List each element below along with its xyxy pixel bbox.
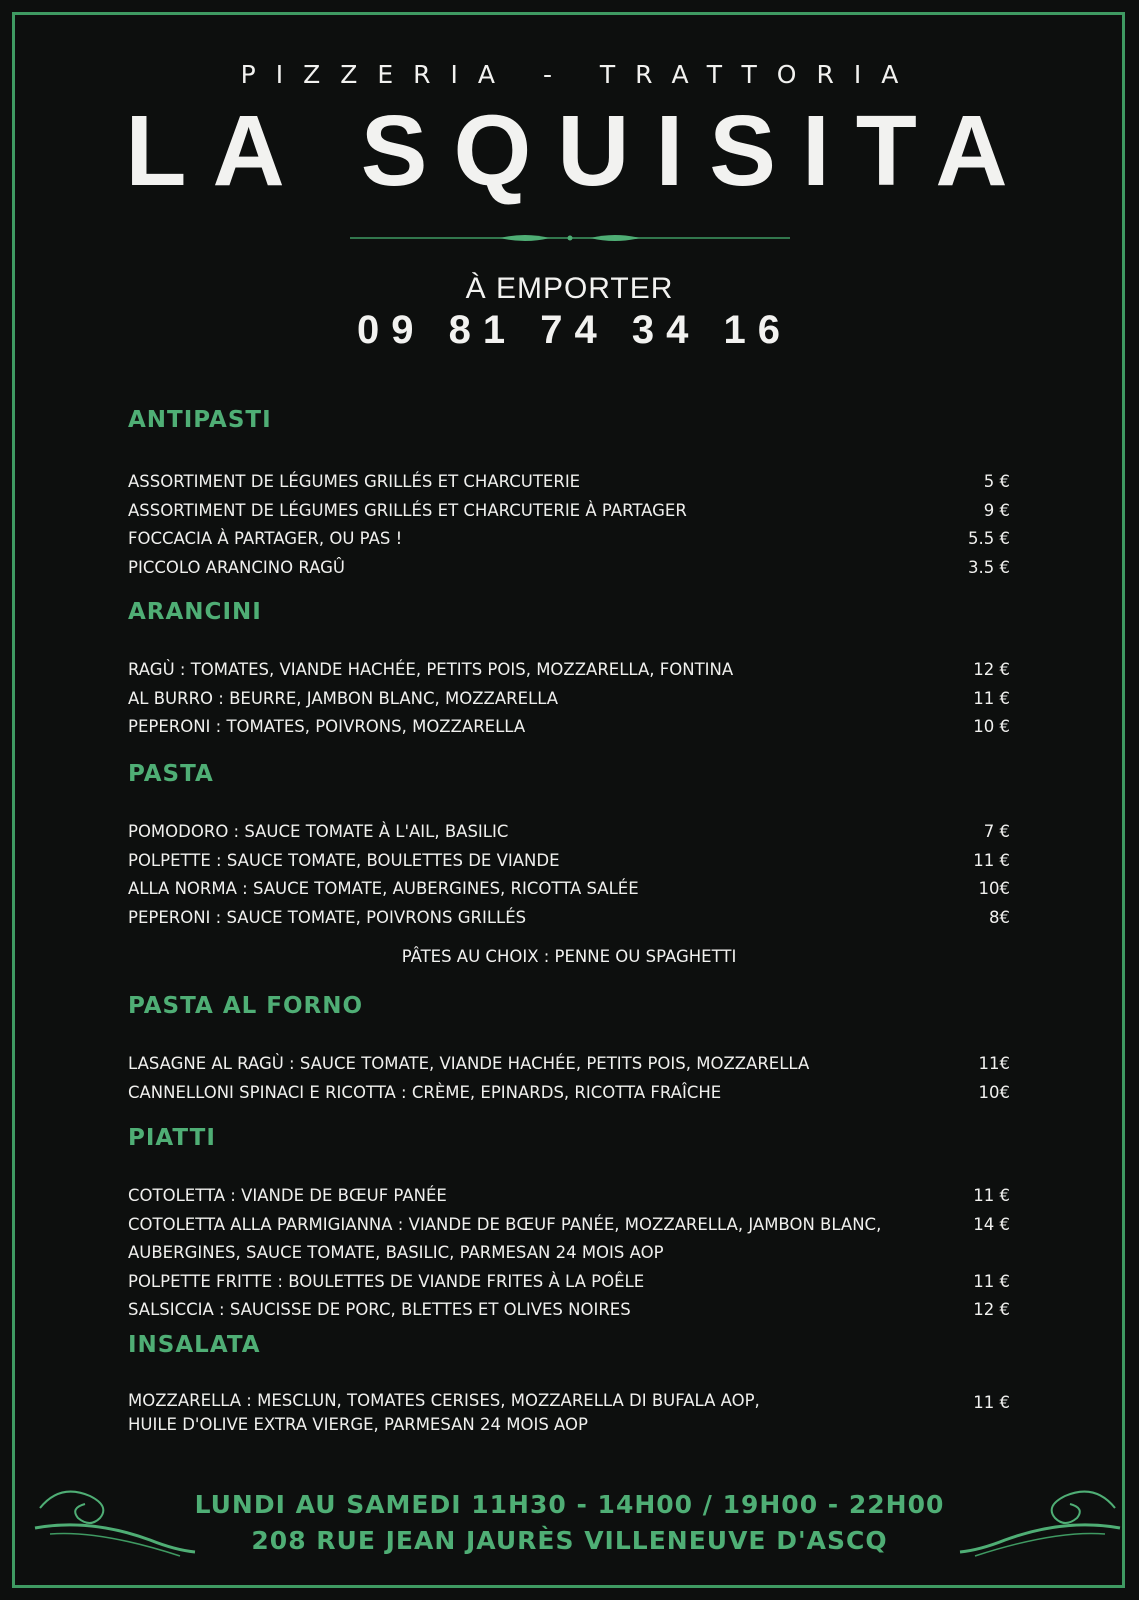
section-title: PASTA AL FORNO	[128, 993, 364, 1019]
item-price: 11 €	[973, 850, 1010, 870]
item-name: COTOLETTA ALLA PARMIGIANNA : VIANDE DE BŒUF PANÉE, MOZZARELLA, JAMBON BLANC, AUBERGINES, SAUCE TOMATE, BASILIC, PARMESAN 24 MOIS AOP	[128, 1214, 882, 1262]
item-price: 14 €	[973, 1214, 1010, 1234]
item-price: 9 €	[983, 500, 1010, 520]
restaurant-title: LA SQUISITA	[125, 95, 1034, 207]
item-price: 11 €	[973, 1271, 1010, 1291]
item-name: ALLA NORMA : SAUCE TOMATE, AUBERGINES, RICOTTA SALÉE	[128, 879, 639, 898]
menu-item	[128, 1268, 1010, 1297]
menu-item	[128, 1182, 1010, 1211]
opening-hours: LUNDI AU SAMEDI 11H30 - 14H00 / 19H00 - 22H00	[194, 1490, 945, 1519]
item-price: 5 €	[983, 472, 1010, 491]
item-name: POLPETTE : SAUCE TOMATE, BOULETTES DE VIANDE	[128, 850, 560, 870]
item-price: 11 €	[973, 1186, 1010, 1205]
item-price: 5.5 €	[968, 529, 1010, 548]
item-name: FOCCACIA À PARTAGER, OU PAS !	[128, 529, 403, 548]
takeaway-label: À EMPORTER	[465, 272, 674, 305]
menu-item	[128, 1296, 1010, 1325]
menu-item	[128, 525, 1010, 554]
menu-item	[128, 468, 1010, 497]
section-pasta	[128, 754, 1010, 972]
restaurant-subtitle: PIZZERIA - TRATTORIA	[240, 60, 919, 89]
section-title: ANTIPASTI	[128, 407, 272, 433]
section-arancini	[128, 592, 1010, 742]
menu-item	[128, 1211, 1010, 1268]
section-pasta-al-forno	[128, 986, 1010, 1107]
item-price: 11 €	[973, 688, 1010, 708]
item-name: PEPERONI : TOMATES, POIVRONS, MOZZARELLA	[128, 717, 526, 736]
item-name: MOZZARELLA : MESCLUN, TOMATES CERISES, MOZZARELLA DI BUFALA AOP, HUILE D'OLIVE EXTRA VIERGE, PARMESAN 24 MOIS AOP	[128, 1391, 760, 1434]
menu-item	[128, 904, 1010, 933]
section-title: ARANCINI	[128, 599, 262, 625]
section-piatti	[128, 1118, 1010, 1325]
item-price: 11 €	[973, 1393, 1010, 1412]
item-name: RAGÙ : TOMATES, VIANDE HACHÉE, PETITS POIS, MOZZARELLA, FONTINA	[128, 660, 734, 679]
address: 208 RUE JEAN JAURÈS VILLENEUVE D'ASCQ	[251, 1526, 888, 1555]
divider-ornament-icon	[350, 232, 790, 244]
section-title: INSALATA	[128, 1332, 261, 1358]
item-name: CANNELLONI SPINACI E RICOTTA : CRÈME, EPINARDS, RICOTTA FRAÎCHE	[128, 1082, 722, 1102]
item-name: POMODORO : SAUCE TOMATE À L'AIL, BASILIC	[128, 822, 509, 841]
menu-item	[128, 713, 1010, 742]
item-name: COTOLETTA : VIANDE DE BŒUF PANÉE	[128, 1186, 447, 1205]
menu-item	[128, 818, 1010, 847]
item-price: 12 €	[973, 660, 1010, 679]
item-name: POLPETTE FRITTE : BOULETTES DE VIANDE FRITES À LA POÊLE	[128, 1271, 645, 1291]
menu-item	[128, 1079, 1010, 1108]
menu-item	[128, 554, 1010, 583]
item-price: 11€	[978, 1054, 1010, 1073]
menu-item	[128, 685, 1010, 714]
item-name: LASAGNE AL RAGÙ : SAUCE TOMATE, VIANDE HACHÉE, PETITS POIS, MOZZARELLA	[128, 1054, 810, 1073]
item-price: 10 €	[973, 717, 1010, 736]
item-price: 10€	[978, 1082, 1010, 1102]
menu-item	[128, 875, 1010, 904]
menu-item	[128, 497, 1010, 526]
item-price: 12 €	[973, 1300, 1010, 1319]
section-insalata	[128, 1325, 1010, 1437]
item-price: 3.5 €	[968, 557, 1010, 577]
menu-item	[128, 1389, 1010, 1437]
section-antipasti	[128, 400, 1010, 582]
section-title: PASTA	[128, 761, 214, 787]
item-price: 7 €	[983, 822, 1010, 841]
pasta-choice-note: PÂTES AU CHOIX : PENNE OU SPAGHETTI	[401, 947, 737, 966]
item-name: PEPERONI : SAUCE TOMATE, POIVRONS GRILLÉS	[128, 907, 527, 927]
item-name: AL BURRO : BEURRE, JAMBON BLANC, MOZZARELLA	[128, 688, 559, 708]
menu-item	[128, 847, 1010, 876]
section-title: PIATTI	[128, 1125, 216, 1151]
menu-item	[128, 656, 1010, 685]
item-name: SALSICCIA : SAUCISSE DE PORC, BLETTES ET OLIVES NOIRES	[128, 1300, 631, 1319]
item-name: ASSORTIMENT DE LÉGUMES GRILLÉS ET CHARCUTERIE	[128, 472, 581, 491]
item-name: ASSORTIMENT DE LÉGUMES GRILLÉS ET CHARCUTERIE À PARTAGER	[128, 500, 687, 520]
item-name: PICCOLO ARANCINO RAGÛ	[128, 557, 346, 577]
phone-number[interactable]: 09 81 74 34 16	[357, 308, 792, 352]
menu-item	[128, 1050, 1010, 1079]
item-price: 10€	[978, 879, 1010, 898]
item-price: 8€	[989, 907, 1010, 927]
